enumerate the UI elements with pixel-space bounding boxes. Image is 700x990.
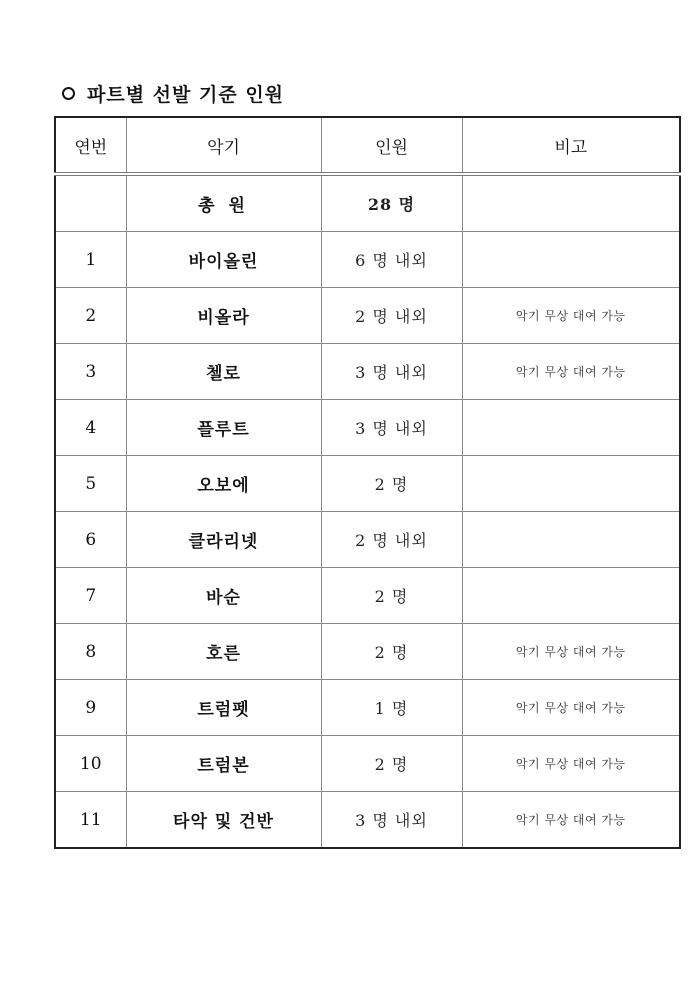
row-no: 4 — [55, 400, 126, 456]
header-no: 연번 — [55, 117, 126, 174]
row-note — [462, 512, 680, 568]
row-instrument: 첼로 — [126, 344, 321, 400]
row-count: 3 명 내외 — [321, 400, 462, 456]
row-count: 2 명 — [321, 456, 462, 512]
row-instrument: 타악 및 건반 — [126, 792, 321, 849]
row-note — [462, 232, 680, 288]
table-row — [55, 288, 680, 344]
header-count: 인원 — [321, 117, 462, 174]
row-no: 7 — [55, 568, 126, 624]
row-instrument: 트럼본 — [126, 736, 321, 792]
row-note: 악기 무상 대여 가능 — [462, 288, 680, 344]
selection-quota-table — [54, 116, 681, 849]
total-note — [462, 174, 680, 232]
row-no: 1 — [55, 232, 126, 288]
row-count: 2 명 — [321, 568, 462, 624]
row-no: 10 — [55, 736, 126, 792]
row-no: 8 — [55, 624, 126, 680]
row-note — [462, 456, 680, 512]
total-count: 28 명 — [321, 174, 462, 232]
section-title: 파트별 선발 기준 인원 — [87, 84, 285, 106]
row-note — [462, 568, 680, 624]
section-heading — [62, 80, 284, 107]
table-row — [55, 232, 680, 288]
row-no: 3 — [55, 344, 126, 400]
row-no: 5 — [55, 456, 126, 512]
header-instrument: 악기 — [126, 117, 321, 174]
row-note — [462, 400, 680, 456]
table-row — [55, 792, 680, 849]
row-note: 악기 무상 대여 가능 — [462, 736, 680, 792]
row-instrument: 호른 — [126, 624, 321, 680]
total-no — [55, 174, 126, 232]
row-note: 악기 무상 대여 가능 — [462, 624, 680, 680]
row-instrument: 바이올린 — [126, 232, 321, 288]
table-row — [55, 680, 680, 736]
table-row — [55, 456, 680, 512]
row-instrument: 비올라 — [126, 288, 321, 344]
row-count: 6 명 내외 — [321, 232, 462, 288]
row-count: 2 명 내외 — [321, 288, 462, 344]
row-note: 악기 무상 대여 가능 — [462, 680, 680, 736]
table-row — [55, 400, 680, 456]
header-note: 비고 — [462, 117, 680, 174]
table-row — [55, 344, 680, 400]
row-no: 6 — [55, 512, 126, 568]
row-count: 2 명 — [321, 624, 462, 680]
row-instrument: 오보에 — [126, 456, 321, 512]
row-note: 악기 무상 대여 가능 — [462, 792, 680, 849]
row-instrument: 플루트 — [126, 400, 321, 456]
table-header-row — [55, 117, 680, 174]
table-row — [55, 624, 680, 680]
row-no: 2 — [55, 288, 126, 344]
total-label: 총 원 — [126, 174, 321, 232]
table-row — [55, 568, 680, 624]
row-count: 3 명 내외 — [321, 344, 462, 400]
row-instrument: 트럼펫 — [126, 680, 321, 736]
row-count: 2 명 — [321, 736, 462, 792]
row-no: 9 — [55, 680, 126, 736]
row-count: 2 명 내외 — [321, 512, 462, 568]
row-no: 11 — [55, 792, 126, 849]
row-instrument: 클라리넷 — [126, 512, 321, 568]
row-count: 1 명 — [321, 680, 462, 736]
table-row — [55, 736, 680, 792]
table-row — [55, 512, 680, 568]
total-row — [55, 174, 680, 232]
circle-bullet-icon — [62, 87, 75, 100]
row-count: 3 명 내외 — [321, 792, 462, 849]
row-instrument: 바순 — [126, 568, 321, 624]
row-note: 악기 무상 대여 가능 — [462, 344, 680, 400]
